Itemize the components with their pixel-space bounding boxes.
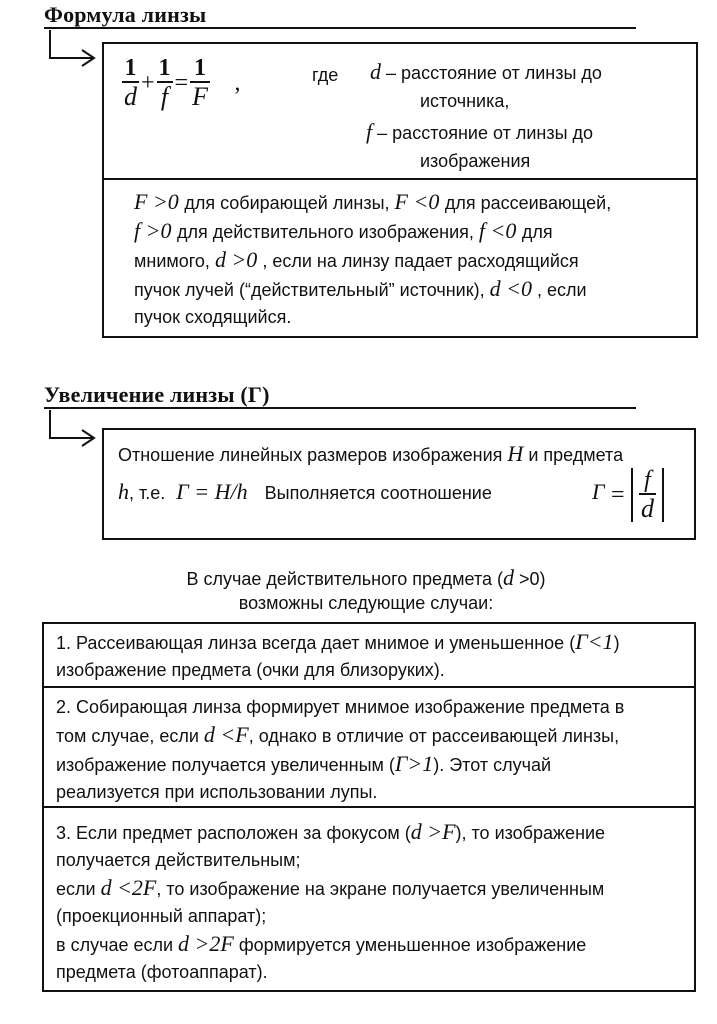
title-underline [44,27,636,29]
text-line [134,188,690,217]
magnification-formula: Г = H/h [176,479,248,504]
text-run: ). Этот случай [433,755,552,775]
math-symbol: d [489,276,501,301]
text-run: реализуется при использовании лупы. [56,782,378,802]
math-symbol: <0 [485,218,522,243]
text-line [56,959,690,986]
text: и предмета [528,445,624,465]
math-symbol: >0 [225,247,258,272]
equals-sign: = [174,69,189,96]
text-run: предмета (фотоаппарат). [56,962,268,982]
math-symbol: Г [394,751,408,776]
symbol-h: h [118,479,129,504]
symbol-d: d [503,565,514,590]
dash: – [377,123,388,143]
text-run: том случае, если [56,726,204,746]
equals-sign: = [610,481,625,508]
text: В случае действительного предмета ( [186,569,503,589]
case-3-text [56,818,690,986]
text-line [56,903,690,930]
denominator: d [124,82,137,111]
text-run: , однако в отличие от рассеивающей линзы, [248,726,620,746]
case-box-3 [42,806,696,992]
text: Отношение линейных размеров изображения [118,445,503,465]
math-symbol: <1 [587,629,614,654]
math-symbol: >0 [140,218,177,243]
section-title-lens-formula: Формула линзы [44,2,207,27]
numerator: 1 [122,56,139,83]
math-symbol: d [100,875,112,900]
text-run: изображение предмета (очки для близоруких). [56,660,445,680]
math-symbol: >2F [189,931,234,956]
math-symbol: d [203,722,215,747]
title-underline [44,407,636,409]
sign-rules-text [134,188,690,331]
text-run: для действительного изображения, [176,222,479,242]
text-line [134,246,690,275]
text-line [56,930,690,959]
formula-box [102,42,698,180]
math-symbol: >0 [147,189,185,214]
comma: , [234,69,241,96]
cases-intro-line-2: возможны следующие случаи: [238,593,494,613]
text-line [134,304,690,331]
math-symbol: d [178,931,190,956]
definition-f [366,118,593,147]
symbol-gamma: Г [592,479,605,505]
magnification-line-1 [118,440,623,469]
text-run: для рассеивающей, [444,193,612,213]
text-run: ), то изображение [455,823,606,843]
text-line [56,721,690,750]
fraction-1-over-F [190,56,210,110]
lens-formula [122,56,242,110]
text-run: для [521,222,553,242]
fraction-1-over-d [122,56,139,110]
numerator: 1 [158,55,171,81]
text-run: изображение получается увеличенным ( [56,755,395,775]
symbol-H: H [507,441,524,466]
math-symbol: F [394,189,408,214]
text-run: (проекционный аппарат); [56,906,267,926]
plus-sign: + [141,69,155,96]
symbol-f: f [366,119,373,144]
magnification-box [102,428,696,540]
text-line [56,750,690,779]
text-line [56,847,690,874]
text-run: для собирающей линзы, [184,193,395,213]
symbol-d: d [370,59,381,84]
text-line [56,874,690,903]
where-word: где [312,65,339,85]
abs-ratio-formula [592,468,664,522]
definition-d [370,58,602,87]
text-line [134,217,690,246]
math-symbol: >F [421,819,456,844]
text-run: , если на линзу падает расходящийся [257,251,579,271]
text-line [56,694,690,721]
text-line [134,275,690,304]
text-run: 1. Рассеивающая линза всегда дает мнимое и уменьшенное ( [56,633,576,653]
text-run: мнимого, [134,251,215,271]
definition-line: расстояние от линзы до [401,63,602,83]
math-symbol: >1 [407,751,434,776]
math-symbol: F [134,189,148,214]
text-line [56,657,690,684]
math-symbol: d [214,247,226,272]
text-run: в случае если [56,935,179,955]
case-box-1 [42,622,696,688]
absolute-value [631,468,664,522]
denominator: d [640,494,654,523]
fraction-f-over-d [639,468,656,522]
text-run: , то изображение на экране получается увеличенным [156,879,605,899]
text-run: пучок сходящийся. [134,307,292,327]
text-line [56,628,690,657]
math-symbol: f [478,218,486,243]
section-title-magnification: Увеличение линзы (Г) [44,382,270,407]
fraction-1-over-f [157,56,173,110]
text: , т.е. [129,483,166,503]
math-symbol: <2F [111,875,157,900]
definition-f-cont: изображения [420,151,531,171]
text-run: 2. Собирающая линза формирует мнимое изображение предмета в [56,697,625,717]
case-1-text [56,628,690,684]
math-symbol: <F [214,722,249,747]
math-symbol: f [134,218,141,243]
dash: – [386,63,397,83]
text: Выполняется соотношение [264,483,492,503]
math-symbol: <0 [500,276,532,301]
cases-intro-line-1 [60,564,672,593]
text-run: ) [613,633,620,653]
numerator: 1 [190,56,210,83]
denominator: F [192,82,208,111]
text-run: получается действительным; [56,850,301,870]
definition-line: расстояние от линзы до [392,123,594,143]
text: >0) [514,569,546,589]
case-2-text [56,694,690,806]
math-symbol: <0 [407,189,445,214]
text-line [56,818,690,847]
text-run: если [56,879,101,899]
text-line [56,779,690,806]
magnification-line-2 [118,478,492,507]
definition-d-cont: источника, [420,91,510,111]
text-run: формируется уменьшенное изображение [233,935,587,955]
denominator: f [160,82,169,111]
math-symbol: d [410,819,422,844]
sign-rules-box [102,178,698,338]
case-box-2 [42,686,696,808]
text-run: пучок лучей (“действительный” источник), [134,280,490,300]
math-symbol: Г [575,629,588,654]
text-run: 3. Если предмет расположен за фокусом ( [56,823,411,843]
numerator: f [639,468,656,495]
text-run: , если [531,280,587,300]
